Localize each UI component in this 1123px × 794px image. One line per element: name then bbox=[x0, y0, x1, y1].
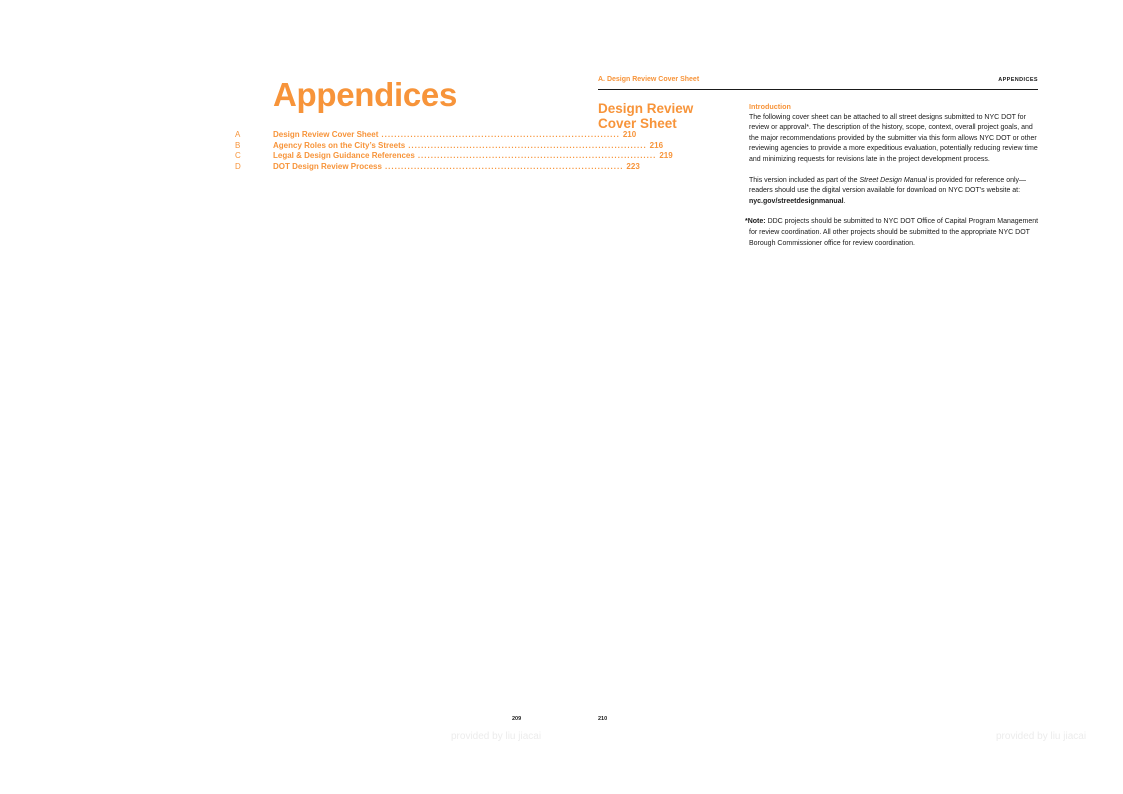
version-end: . bbox=[843, 197, 846, 205]
toc-title: Design Review Cover Sheet bbox=[273, 130, 379, 139]
version-text-1: This version included as part of the bbox=[749, 176, 860, 184]
note-text: DDC projects should be submitted to NYC DOT Office of Capital Program Management for review coordination. All other projects should be submitted to the appropriate NYC DOT Borough Commissioner office for review coordination. bbox=[749, 218, 1039, 247]
page-number-right: 210 bbox=[598, 716, 608, 722]
header-divider bbox=[598, 89, 1038, 90]
toc-leader-dots: .......................................................................... bbox=[408, 140, 647, 150]
version-text-2: is provided for reference only—readers should use the digital version available for download on NYC DOT’s website at: bbox=[749, 176, 1027, 195]
toc-item[interactable] bbox=[235, 161, 640, 173]
toc-letter: B bbox=[235, 140, 241, 150]
table-of-contents bbox=[235, 130, 673, 172]
page-title: Appendices bbox=[273, 76, 458, 113]
toc-page-number: 219 bbox=[659, 151, 673, 160]
toc-title: DOT Design Review Process bbox=[273, 161, 382, 171]
toc-leader-dots: .......................................................................... bbox=[417, 151, 657, 160]
website-link[interactable]: nyc.gov/streetdesignmanual bbox=[749, 197, 844, 205]
toc-page-number: 216 bbox=[649, 140, 664, 150]
manual-title: Street Design Manual bbox=[859, 176, 927, 184]
watermark-left: provided by liu jiacai bbox=[451, 731, 542, 742]
toc-item[interactable] bbox=[235, 130, 637, 141]
toc-title: Legal & Design Guidance References bbox=[273, 151, 415, 160]
toc-letter: A bbox=[235, 130, 241, 139]
toc-letter: D bbox=[235, 161, 241, 171]
body-text-column bbox=[745, 102, 1041, 249]
section-title bbox=[598, 102, 728, 131]
watermark-right: provided by liu jiacai bbox=[996, 731, 1087, 742]
intro-heading: Introduction bbox=[749, 102, 791, 111]
note-label: *Note: bbox=[745, 218, 766, 226]
intro-paragraph: The following cover sheet can be attached to all street designs submitted to NYC DOT for review or approval*. The description of the history, scope, context, overall project goals, and the major recommendations provided by the submitter via this form allows NYC DOT or other reviewing agencies to provide a more expeditious evaluation, potentially reducing review time and minimizing requests for revisions late in the project development process. bbox=[749, 113, 1038, 163]
page-number-left: 209 bbox=[512, 716, 522, 722]
toc-page-number: 210 bbox=[622, 130, 637, 139]
toc-item[interactable] bbox=[235, 140, 664, 152]
toc-title: Agency Roles on the City’s Streets bbox=[273, 140, 406, 150]
toc-page-number: 223 bbox=[626, 161, 640, 171]
section-title-line-1: Design Review bbox=[598, 101, 694, 116]
section-title-line-2: Cover Sheet bbox=[598, 115, 677, 131]
toc-leader-dots: .......................................................................... bbox=[381, 130, 620, 139]
toc-letter: C bbox=[235, 151, 241, 160]
version-paragraph bbox=[749, 176, 1041, 208]
toc-leader-dots: .......................................................................... bbox=[384, 161, 624, 171]
note-paragraph bbox=[745, 217, 1041, 249]
running-head-chapter: APPENDICES bbox=[998, 77, 1038, 83]
toc-item[interactable] bbox=[235, 151, 673, 162]
running-head-section: A. Design Review Cover Sheet bbox=[598, 76, 700, 83]
